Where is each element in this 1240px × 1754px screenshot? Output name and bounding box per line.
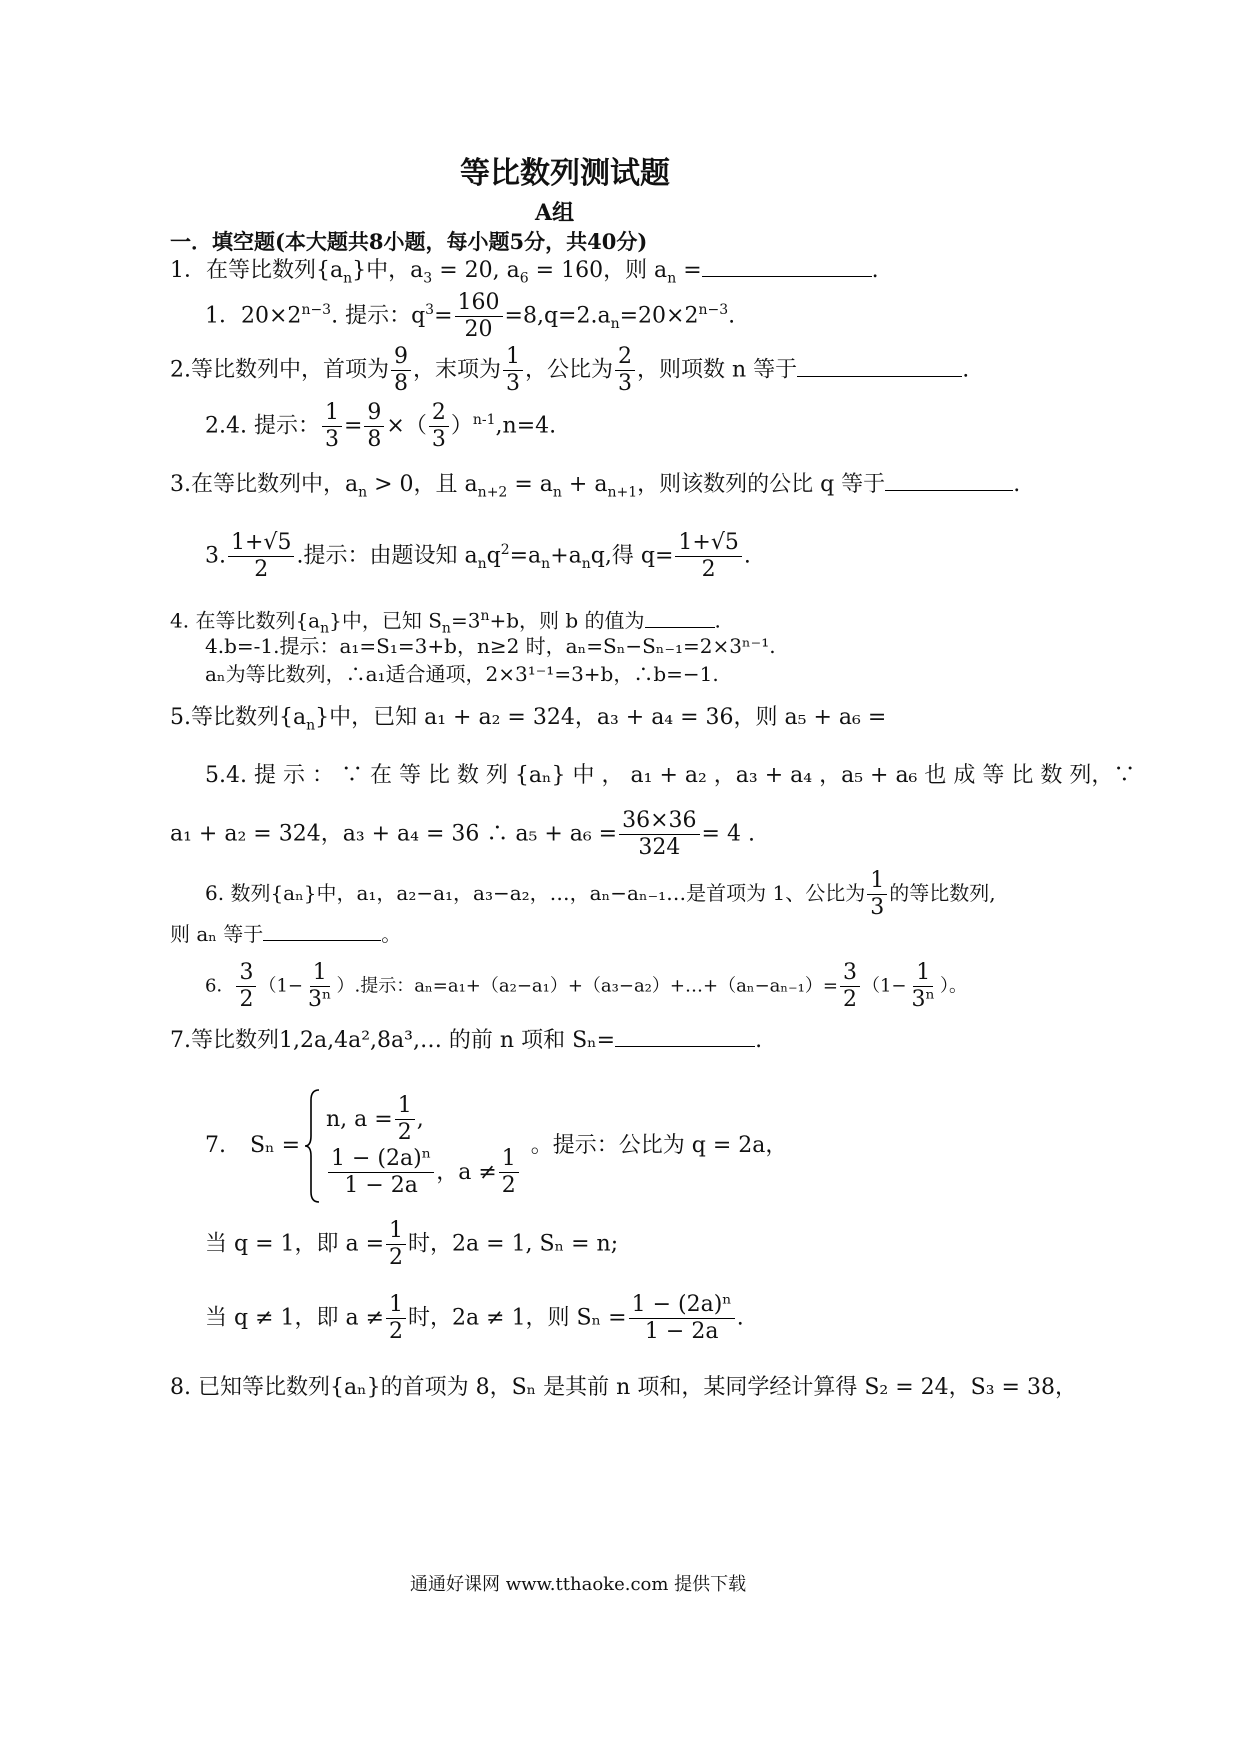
a2-text-2: ×（	[386, 413, 427, 439]
q3-end: .	[1013, 472, 1021, 497]
q3-sub-4: n+1	[607, 484, 638, 501]
answer-7-case-2	[205, 1292, 744, 1345]
a2-text-3: ,n=4.	[495, 413, 557, 439]
a6-text-3: ）.提示：aₙ=a₁+（a₂−a₁）+（a₃−a₂）+…+（aₙ−aₙ₋₁）=	[336, 975, 838, 997]
q7-end: .	[755, 1028, 763, 1053]
q1-text-5: =	[676, 258, 702, 283]
denominator: 8	[394, 371, 408, 396]
q3-text-4: + a	[561, 472, 608, 497]
a5-text-2: = 4 .	[701, 821, 755, 847]
q6-text-3: 则 aₙ 等于	[170, 922, 264, 946]
page-footer: 通通好课网 www.tthaoke.com 提供下载	[410, 1574, 747, 1595]
question-6-line-1	[205, 868, 996, 921]
a6-text-2: （1−	[258, 975, 303, 997]
q3-sub: n	[358, 484, 368, 501]
case-2	[326, 1146, 521, 1199]
a6-text: 6．	[205, 975, 235, 997]
denominator: 3	[324, 427, 339, 452]
denominator: 1 − 2a	[344, 1173, 418, 1198]
answer-5-line-1: 5.4. 提 示 ： ∵ 在 等 比 数 列 {aₙ} 中 ， a₁ + a₂ ，a₃ + a₄ ，a₅ + a₆ 也 成 等 比 数 列，∵	[205, 763, 1136, 788]
q3-text-2: > 0，且 a	[367, 472, 478, 497]
answer-6	[205, 960, 967, 1013]
q3-text-5: ，则该数列的公比 q 等于	[637, 472, 886, 497]
answer-1	[205, 290, 735, 343]
case-2-text: ，a ≠	[436, 1159, 497, 1185]
numerator: 2	[615, 344, 635, 371]
a7-hint: 。提示：公比为 q = 2a，	[530, 1133, 788, 1158]
fraction	[909, 960, 939, 1013]
denominator: 1 − 2a	[644, 1319, 719, 1344]
question-7	[170, 1026, 762, 1055]
numerator: 1	[386, 1292, 406, 1319]
a1-text: 1．20×2	[205, 303, 302, 329]
fraction	[629, 1292, 735, 1345]
fraction	[619, 808, 699, 861]
numerator: 1+√5	[228, 530, 294, 557]
fraction	[228, 530, 294, 583]
numerator: 1	[395, 1093, 415, 1120]
fraction	[840, 960, 860, 1013]
a2-eq: =	[343, 413, 363, 439]
fraction	[455, 290, 503, 343]
fraction	[364, 400, 384, 453]
numerator: 1	[499, 1146, 519, 1173]
fraction	[328, 1146, 434, 1199]
a3-end: .	[743, 543, 751, 569]
q1-text: 1．在等比数列{a	[170, 258, 344, 283]
q4-sup: n	[480, 608, 490, 624]
q3-sub-3: n	[552, 484, 562, 501]
q1-text-4: = 160，则 a	[528, 258, 668, 283]
a1-text-3: =20×2	[619, 303, 699, 329]
q2-text-2: ，末项为	[413, 357, 502, 383]
q4-text-2: }中，已知 S	[329, 608, 442, 633]
a7c-text-2: 时，2a ≠ 1，则 Sₙ =	[408, 1305, 627, 1331]
q1-sub-3: 3	[423, 270, 433, 287]
fraction	[615, 344, 635, 397]
numerator: 1	[322, 400, 342, 427]
answer-blank[interactable]	[797, 356, 962, 377]
case-1-end: ,	[416, 1106, 424, 1132]
q4-sub-2: n	[441, 620, 451, 637]
numerator: 1 − (2a)ⁿ	[328, 1146, 434, 1173]
question-1	[170, 256, 879, 292]
fraction	[395, 1093, 415, 1146]
numerator: 3	[236, 960, 256, 987]
a3-text-2: .提示：由题设知 a	[296, 543, 478, 569]
denominator: 3ⁿ	[911, 987, 936, 1012]
q3-text: 3.在等比数列中，a	[170, 472, 359, 497]
fraction	[386, 1292, 406, 1345]
answer-7	[205, 1088, 787, 1204]
q2-text: 2.等比数列中，首项为	[170, 357, 389, 383]
q3-sub-2: n+2	[477, 484, 508, 501]
answer-blank[interactable]	[263, 920, 381, 941]
answer-3	[205, 530, 751, 583]
left-brace-icon	[304, 1088, 322, 1204]
q6-text-2: 的等比数列,	[889, 881, 996, 905]
a3-text: 3.	[205, 543, 226, 569]
a7-label: 7.	[205, 1133, 226, 1158]
fraction	[322, 400, 342, 453]
question-3	[170, 470, 1020, 506]
a1-text-2: =8,q=2.a	[504, 303, 611, 329]
denominator: 3	[870, 895, 885, 920]
answer-blank[interactable]	[645, 607, 715, 628]
denominator: 8	[367, 427, 382, 452]
q5-text: 5.等比数列{a	[170, 705, 307, 730]
denominator: 2	[501, 1173, 516, 1198]
denominator: 2	[254, 557, 269, 582]
a1-sub: n	[610, 315, 620, 332]
denominator: 3	[431, 427, 446, 452]
numerator: 1	[867, 868, 887, 895]
a5-text: a₁ + a₂ = 324，a₃ + a₄ = 36 ∴ a₅ + a₆ =	[170, 821, 618, 847]
a3-sub-2: n	[541, 555, 551, 572]
a6-end: ）。	[940, 975, 968, 997]
denominator: 3	[506, 371, 521, 396]
page-title: 等比数列测试题	[460, 156, 670, 191]
q1-sub-6: 6	[519, 270, 529, 287]
q5-sub: n	[306, 717, 316, 734]
q5-text-2: }中，已知 a₁ + a₂ = 324，a₃ + a₄ = 36，则 a₅ + a₆ =	[315, 705, 887, 730]
question-5	[170, 704, 886, 739]
fraction	[386, 1218, 406, 1271]
numerator: 2	[429, 400, 449, 427]
numerator: 1	[386, 1218, 406, 1245]
denominator: 2	[239, 987, 254, 1012]
answer-2	[205, 400, 556, 453]
a3-text-3: =a	[509, 543, 542, 569]
a7c-text: 当 q ≠ 1，即 a ≠	[205, 1305, 385, 1331]
question-2	[170, 344, 969, 397]
a7b-text: 当 q = 1，即 a =	[205, 1231, 385, 1257]
q4-end: .	[714, 608, 721, 633]
denominator: 2	[842, 987, 857, 1012]
answer-4-line-2: aₙ为等比数列，∴a₁适合通项，2×3¹⁻¹=3+b，∴b=−1.	[205, 662, 719, 686]
a3-text-4: +a	[550, 543, 582, 569]
answer-4-line-1: 4.b=-1.提示：a₁=S₁=3+b，n≥2 时，aₙ=Sₙ−Sₙ₋₁=2×3ⁿ⁻¹.	[205, 634, 776, 658]
a7c-end: .	[736, 1305, 744, 1331]
q1-text-2: }中，a	[352, 258, 424, 283]
a1-sup-2: 3	[425, 302, 435, 319]
question-8: 8. 已知等比数列{aₙ}的首项为 8，Sₙ 是其前 n 项和，某同学经计算得 S₂ = 24，S₃ = 38，	[170, 1375, 1077, 1400]
answer-blank[interactable]	[702, 256, 872, 277]
q4-text: 4. 在等比数列{a	[170, 608, 321, 633]
a1-sup: n−3	[301, 302, 332, 319]
q2-text-3: ，公比为	[525, 357, 614, 383]
q1-sub: n	[343, 270, 353, 287]
denominator: 20	[464, 317, 493, 342]
a2-close: ）	[450, 413, 473, 439]
numerator: 1 − (2a)ⁿ	[629, 1292, 735, 1319]
numerator: 1	[503, 344, 523, 371]
group-label: A组	[535, 200, 575, 226]
fraction	[867, 868, 887, 921]
fraction	[429, 400, 449, 453]
q6-end: 。	[381, 922, 402, 946]
a7-sn: Sₙ =	[250, 1133, 301, 1158]
a3-sub: n	[477, 555, 487, 572]
numerator: 1+√5	[675, 530, 741, 557]
a7b-text-2: 时，2a = 1, Sₙ = n;	[408, 1231, 619, 1257]
q2-text-4: ，则项数 n 等于	[637, 357, 798, 383]
q7-text: 7.等比数列1,2a,4a²,8a³,… 的前 n 项和 Sₙ=	[170, 1028, 616, 1053]
q1-sub-n: n	[667, 270, 677, 287]
denominator: 2	[389, 1319, 404, 1344]
piecewise-cases	[326, 1093, 521, 1199]
a3-text-5: q,得 q=	[590, 543, 674, 569]
answer-5-line-2	[170, 808, 755, 861]
q4-text-3: =3	[450, 608, 481, 633]
q1-end: .	[871, 258, 879, 283]
case-1	[326, 1093, 521, 1146]
a1-eq: =	[434, 303, 453, 329]
a6-text-4: （1−	[861, 975, 907, 997]
answer-blank[interactable]	[885, 470, 1013, 491]
a1-sup-3: n−3	[698, 302, 729, 319]
denominator: 2	[389, 1245, 404, 1270]
denominator: 324	[638, 835, 681, 860]
q6-text: 6. 数列{aₙ}中，a₁，a₂−a₁，a₃−a₂，…，aₙ−aₙ₋₁…是首项为 1、公比为	[205, 881, 866, 905]
q2-end: .	[962, 357, 970, 383]
a1-end: .	[728, 303, 736, 329]
numerator: 1	[913, 960, 933, 987]
a1-hint: . 提示：q	[331, 303, 426, 329]
denominator: 3ⁿ	[308, 987, 332, 1012]
fraction	[391, 344, 411, 397]
q1-text-3: = 20, a	[432, 258, 520, 283]
fraction	[305, 960, 335, 1013]
question-6-line-2	[170, 920, 401, 948]
denominator: 2	[701, 557, 716, 582]
case-1-text: n, a =	[326, 1106, 393, 1132]
numerator: 160	[455, 290, 503, 317]
q4-text-4: +b，则 b 的值为	[489, 608, 645, 633]
section-heading: 一．填空题(本大题共8小题，每小题5分，共40分)	[170, 229, 648, 254]
a2-sup: n-1	[472, 412, 496, 429]
answer-blank[interactable]	[615, 1026, 755, 1047]
a3-q: q	[486, 543, 501, 569]
fraction	[236, 960, 256, 1013]
q4-sub: n	[320, 620, 330, 637]
denominator: 2	[397, 1120, 412, 1145]
fraction	[499, 1146, 519, 1199]
numerator: 9	[364, 400, 384, 427]
fraction	[503, 344, 523, 397]
a3-sup: 2	[500, 542, 510, 559]
a3-sub-3: n	[581, 555, 591, 572]
denominator: 3	[618, 371, 633, 396]
numerator: 36×36	[619, 808, 699, 835]
answer-7-case-1	[205, 1218, 618, 1271]
fraction	[675, 530, 741, 583]
numerator: 9	[391, 344, 411, 371]
numerator: 1	[310, 960, 330, 987]
a2-text: 2.4. 提示：	[205, 413, 320, 439]
numerator: 3	[840, 960, 860, 987]
q3-text-3: = a	[507, 472, 553, 497]
